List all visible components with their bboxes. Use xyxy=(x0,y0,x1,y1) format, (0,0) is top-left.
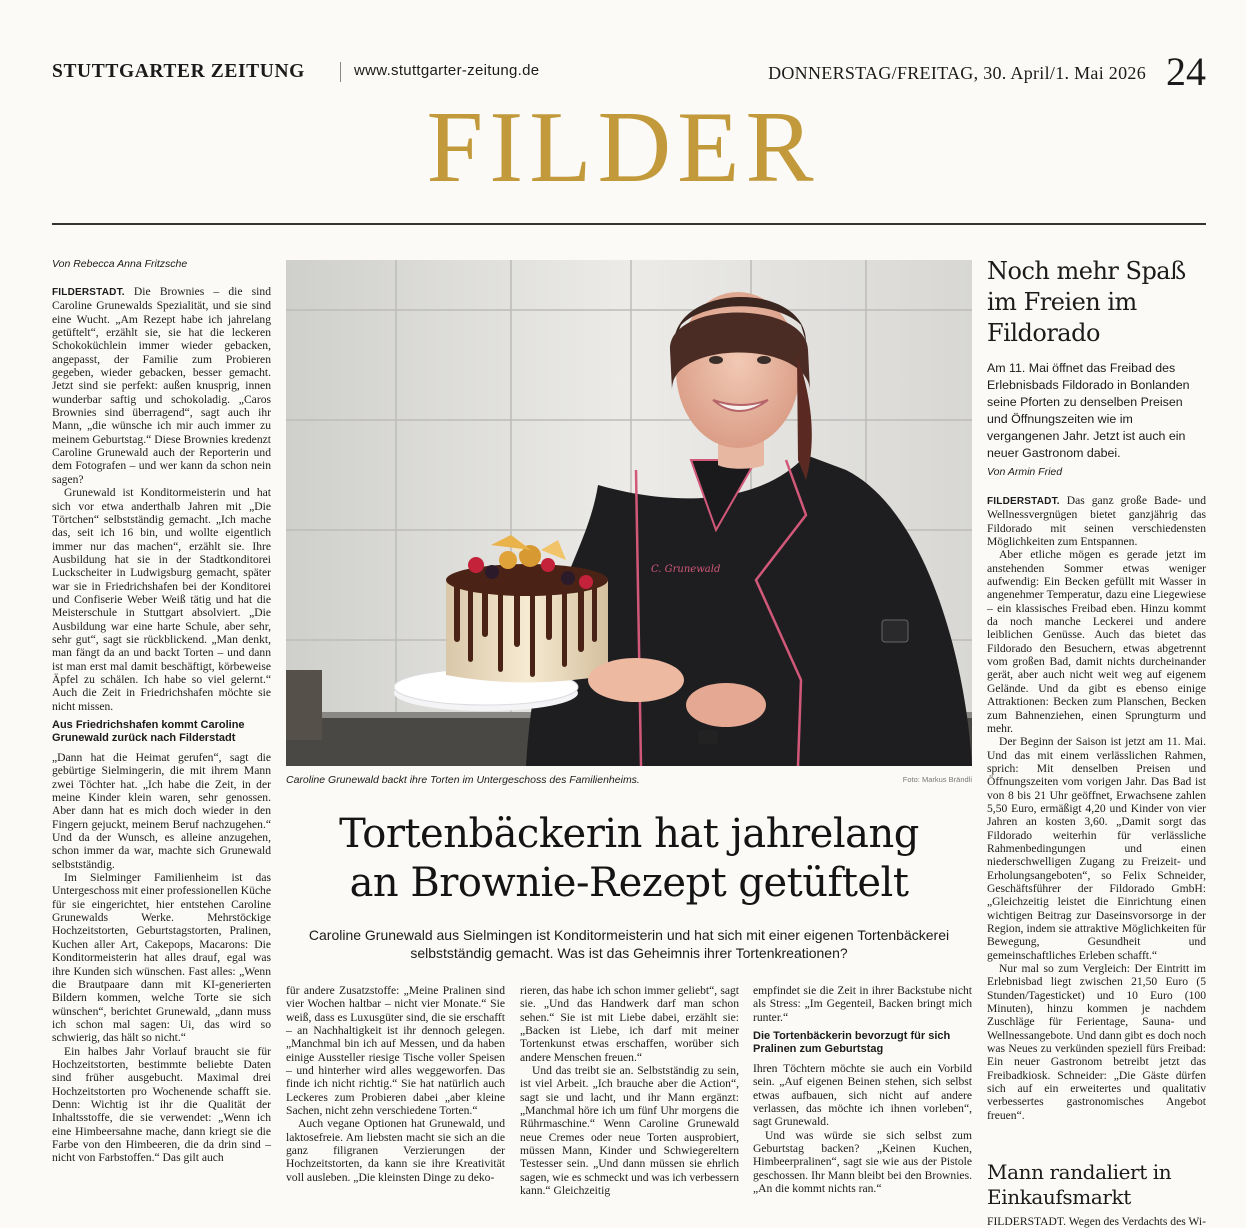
sidebar-teaser: Am 11. Mai öffnet das Freibad des Erlebnisbads Fildorado in Bonlanden seine Pforten zu denselben Preisen und Öffnungszeiten wie im vergangenen Jahr. Jetzt ist auch ein neuer Gastronom dabei. Von Armin Fried xyxy=(987,360,1206,479)
article-paragraph: Und das treibt sie an. Selbstständig zu sein, ist viel Arbeit. „Ich brauche aber die Action“, sagt sie und lacht, und ihr Mann ergänzt: „Manchmal höre ich um fünf Uhr morgens die Rührmaschine.“ Wenn Caroline Grunewald neue Cremes oder neue Torten ausprobiert, müssen Mann, Kinder und Schwiegereltern Testesser sein. „Und dann müssen sie ehrlich sagen, wie es schmeckt und was ich verbessern kann.“ Gleichzeitig xyxy=(520,1064,739,1198)
article-paragraph: FILDERSTADT. Das ganz große Bade- und Wellnessvergnügen bietet ganzjährig das Fildorado mit seinen verschiedensten Möglichkeiten zum Entspannen. xyxy=(987,494,1206,549)
article-paragraph: Nur mal so zum Vergleich: Der Eintritt im Erlebnisbad liegt zwischen 21,50 Euro (5 Stunden/Tagesticket) und 10 Euro (100 Minuten), hinzu kommen je nachdem Zuschläge für Ferientage, Sauna- und Wellnessangebote. Und dann gibt es doch noch was Neues zu verkünden speziell fürs Freibad: Ein neuer Gastronom betreibt jetzt das Freibadkiosk. Schneider: „Die Gäste dürfen sich auf ein erweitertes und qualitativ verbessertes gastronomisches Angebot freuen“. xyxy=(987,962,1206,1122)
article-paragraph: Grunewald ist Konditormeisterin und hat sich vor etwa anderthalb Jahren mit „Die Törtchen“ selbstständig gemacht. „Ich mache das, seit ich 16 bin, und wollte eigentlich immer nur das machen“, erzählt sie. Ihre Ausbildung hat sie in der Stadtkonditorei Luckscheiter in Ludwigsburg gemacht, später war sie in Friedrichshafen bei der Konditorei und Confiserie Weber Weiß tätig und hat die Meisterschule in Stuttgart absolviert. „Die Ausbildung war eine harte Schule, aber sehr, sehr gut“, sagt sie rückblickend. „Man denkt, man fängt da an und backt Torten – und dann ist man erst mal damit beschäftigt, körbeweise Äpfel zu schälen. Ich habe so viel gelernt.“ Auch die Zeit in Friedrichshafen möchte sie nicht missen. xyxy=(52,486,271,713)
article-paragraph: für andere Zusatzstoffe: „Meine Pralinen sind vier Wochen haltbar – nicht vier Monate.“ Sie weiß, dass es Luxusgüter sind, die sie erschafft – an Nachhaltigkeit ist ihr dennoch gelegen. „Manchmal bin ich auf Messen, und da haben einige Aussteller riesige Tische voller Speisen – und hinterher wird alles weggeworfen. Das finde ich nicht richtig.“ Sie hat natürlich auch Leckeres zum Probieren dabei „aber kleine Sachen, nicht zehn verschiedene Torten.“ xyxy=(286,984,505,1118)
article-column-2 xyxy=(286,984,505,1184)
article-paragraph: Aber etliche mögen es gerade jetzt im anstehenden Sommer etwas weniger aufwendig: Ein Becken gefüllt mit Wasser in angenehmer Temperatur, dazu eine Liegewiese – ein klassisches Freibad eben. Hinzu kommt da noch manche Leckerei und andere leiblichen Genüsse. Auch das bietet das Fildorado den Besuchern, etwas abgetrennt vom großen Bad, damit nichts durcheinander gerät, aber auch nicht weit weg auf eigenem Gelände. Und da gibt es ebenso einige Attraktionen: Becken zum Planschen, Becken zum Bahnenziehen, einen Sprungturm und mehr. xyxy=(987,548,1206,735)
article-subheading: Aus Friedrichshafen kommt Caroline Grunewald zurück nach Filderstadt xyxy=(52,719,245,744)
article-column-1 xyxy=(52,258,271,1165)
article-paragraph: FILDERSTADT. Die Brownies – die sind Caroline Grunewalds Spezialität, und sie sind eine Wucht. „Am Rezept habe ich jahrelang getüftelt“, erzählt sie, sie hat die leckeren Schokoküchlein immer wieder gebacken, angepasst, der Familie zum Probieren gegeben, wieder gebacken, besser gemacht. Jetzt sind sie perfekt: außen knusprig, innen wunderbar saftig und schokoladig. „Caros Brownies sind überragend“, sagt auch ihr Mann, „die wünsche ich mir auch immer zu meinem Geburtstag.“ Diese Brownies kredenzt Caroline Grunewald auch der Reporterin und dem Fotografen – und wer kann da schon nein sagen? xyxy=(52,285,271,486)
article-paragraph: Und was würde sie sich selbst zum Geburtstag backen? „Keinen Kuchen, Himbeerpralinen“, sagt sie wie aus der Pistole geschossen. Ihr Mann bleibt bei den Brownies. „An die kommt nichts ran.“ xyxy=(753,1128,972,1196)
sidebar-dateline-2: FILDERSTADT. xyxy=(987,1215,1067,1228)
photo-baker-with-cake xyxy=(286,260,972,766)
apron-embroidery: C. Grunewald xyxy=(651,564,721,575)
page-header xyxy=(52,49,1206,96)
sidebar-headline-2: Mann randaliert in Einkaufsmarkt xyxy=(987,1160,1172,1209)
issue-date: DONNERSTAG/FREITAG, 30. April/1. Mai 2026 xyxy=(768,63,1146,83)
sidebar-byline: Von Armin Fried xyxy=(987,466,1063,478)
article-paragraph: Der Beginn der Saison ist jetzt am 11. Mai. Und das mit einem verlässlichen Rahmen, sprich: Mit denselben Preisen und Öffnungszeiten vom vorigen Jahr. Das Bad ist von 8 bis 21 Uhr geöffnet, Erwachsene zahlen 5,50 Euro, ermäßigt 4,20 und Kinder von vier Jahren an kosten 3,60. „Damit sorgt das Fildorado weiterhin für verlässliche Rahmenbedingungen und einen niederschwelligen Zugang zu Freizeit- und Erholungsangeboten“, so Felix Schneider, Geschäftsführer der Fildorado GmbH: „Gleichzeitig leistet die Einrichtung einen wichtigen Beitrag zur Daseinsvorsorge in der Region, indem sie attraktive Möglichkeiten für Bewegung, Gesundheit und gemeinschaftliches Erleben schafft.“ xyxy=(987,735,1206,962)
sidebar-dateline: FILDERSTADT. xyxy=(987,496,1060,507)
header-divider xyxy=(340,62,341,82)
article-column-3 xyxy=(520,984,739,1198)
article-paragraph: empfindet sie die Zeit in ihrer Backstube nicht als Stress: „Im Gegenteil, Backen bringt mich runter.“ xyxy=(753,984,972,1024)
sidebar-article-2-start: FILDERSTADT. Wegen des Verdachts des Wi- xyxy=(987,1215,1206,1228)
photo-credit: Foto: Markus Brändli xyxy=(902,775,972,784)
article-paragraph: Ihren Töchtern möchte sie auch ein Vorbild sein. „Auf eigenen Beinen stehen, sich selbst etwas aufbauen, sich nicht auf andere verlassen, das möchte ich ihnen vorleben“, sagt Grunewald. xyxy=(753,1062,972,1129)
article-byline: Von Rebecca Anna Fritzsche xyxy=(52,258,188,270)
article-paragraph: Ein halbes Jahr Vorlauf braucht sie für Hochzeitstorten, bestimmte beliebte Daten sind früher ausgebucht. Maximal drei Hochzeitstorten pro Wochenende schafft sie. Denn: Wichtig ist ihr die Qualität der Inhaltsstoffe, die sie verwendet: „Wenn ich eine Himbeersahne mache, dann kriegt sie die Farbe von den Himbeeren, die da drin sind – nicht von Farbstoffen.“ Das gilt auch xyxy=(52,1044,271,1165)
article-paragraph: Auch vegane Optionen hat Grunewald, und laktosefreie. Am liebsten macht sie sich an die ganz filigranen Verzierungen der Hochzeitstorten, da kann sie ihre Kreativität voll ausleben. „Die kleinsten Dinge zu deko- xyxy=(286,1117,505,1184)
header-rule xyxy=(52,223,1206,225)
article-subheading: Die Tortenbäckerin bevorzugt für sich Pralinen zum Geburtstag xyxy=(753,1030,951,1056)
page-number: 24 xyxy=(1166,49,1206,94)
sidebar-headline: Noch mehr Spaß im Freien im Fildorado xyxy=(987,257,1186,347)
masthead: STUTTGARTER ZEITUNG xyxy=(52,61,305,82)
article-deck: Caroline Grunewald aus Sielmingen ist Konditormeisterin und hat sich mit einer eigenen Tortenbäckerei selbstständig gemacht. Was ist das Geheimnis ihrer Tortenkreationen? xyxy=(308,927,950,961)
article-paragraph: rieren, das habe ich schon immer geliebt“, sagt sie. „Und das Handwerk darf man schon sehen.“ Sie ist mit Liebe dabei, erzählt sie: „Backen ist Liebe, ich darf mit meiner Tortenkunst etwas erschaffen, worüber sich andere Menschen freuen.“ xyxy=(520,984,739,1064)
article-paragraph: Im Sielminger Familienheim ist das Untergeschoss mit einer professionellen Küche für sie eingerichtet, hier entstehen Caroline Grunewalds Werke. Mehrstöckige Hochzeitstorten, Geburtstagstorten, Pralinen, Kuchen aller Art, Cakepops, Macarons: Die Konditormeisterin hat alles drauf, egal was ihre Kunden sich wünschen. Fast alles: „Wenn die Brautpaare dann mit KI-generierten Bildern kommen, welche Torte sie sich wünschen“, berichtet Grunewald, „dann muss ich schon mal sagen: Ui, das wird so schwierig, das hält so nicht.“ xyxy=(52,871,271,1045)
article-photo xyxy=(286,260,972,766)
photo-caption: Caroline Grunewald backt ihre Torten im Untergeschoss des Familienheims. Foto: Markus Brändli xyxy=(286,774,972,786)
article-dateline: FILDERSTADT. xyxy=(52,287,125,298)
article-headline: Tortenbäckerin hat jahrelang an Brownie-Rezept getüftelt xyxy=(339,811,919,906)
article-column-4 xyxy=(753,984,972,1195)
website-url: www.stuttgarter-zeitung.de xyxy=(354,62,540,79)
section-title: FILDER xyxy=(426,91,820,204)
article-paragraph: „Dann hat die Heimat gerufen“, sagt die gebürtige Sielmingerin, die mit ihrem Mann zwei Töchter hat. „Ich habe die Zeit, in der meine Kinder klein waren, sehr genossen. Aber dann hat es mich doch wieder in den Fingern gejuckt, meinem Beruf nachzugehen.“ Und da der Wunsch, es alleine anzugehen, schon immer da war, machte sich Grunewald selbstständig. xyxy=(52,751,271,871)
sidebar-article xyxy=(987,494,1206,1122)
